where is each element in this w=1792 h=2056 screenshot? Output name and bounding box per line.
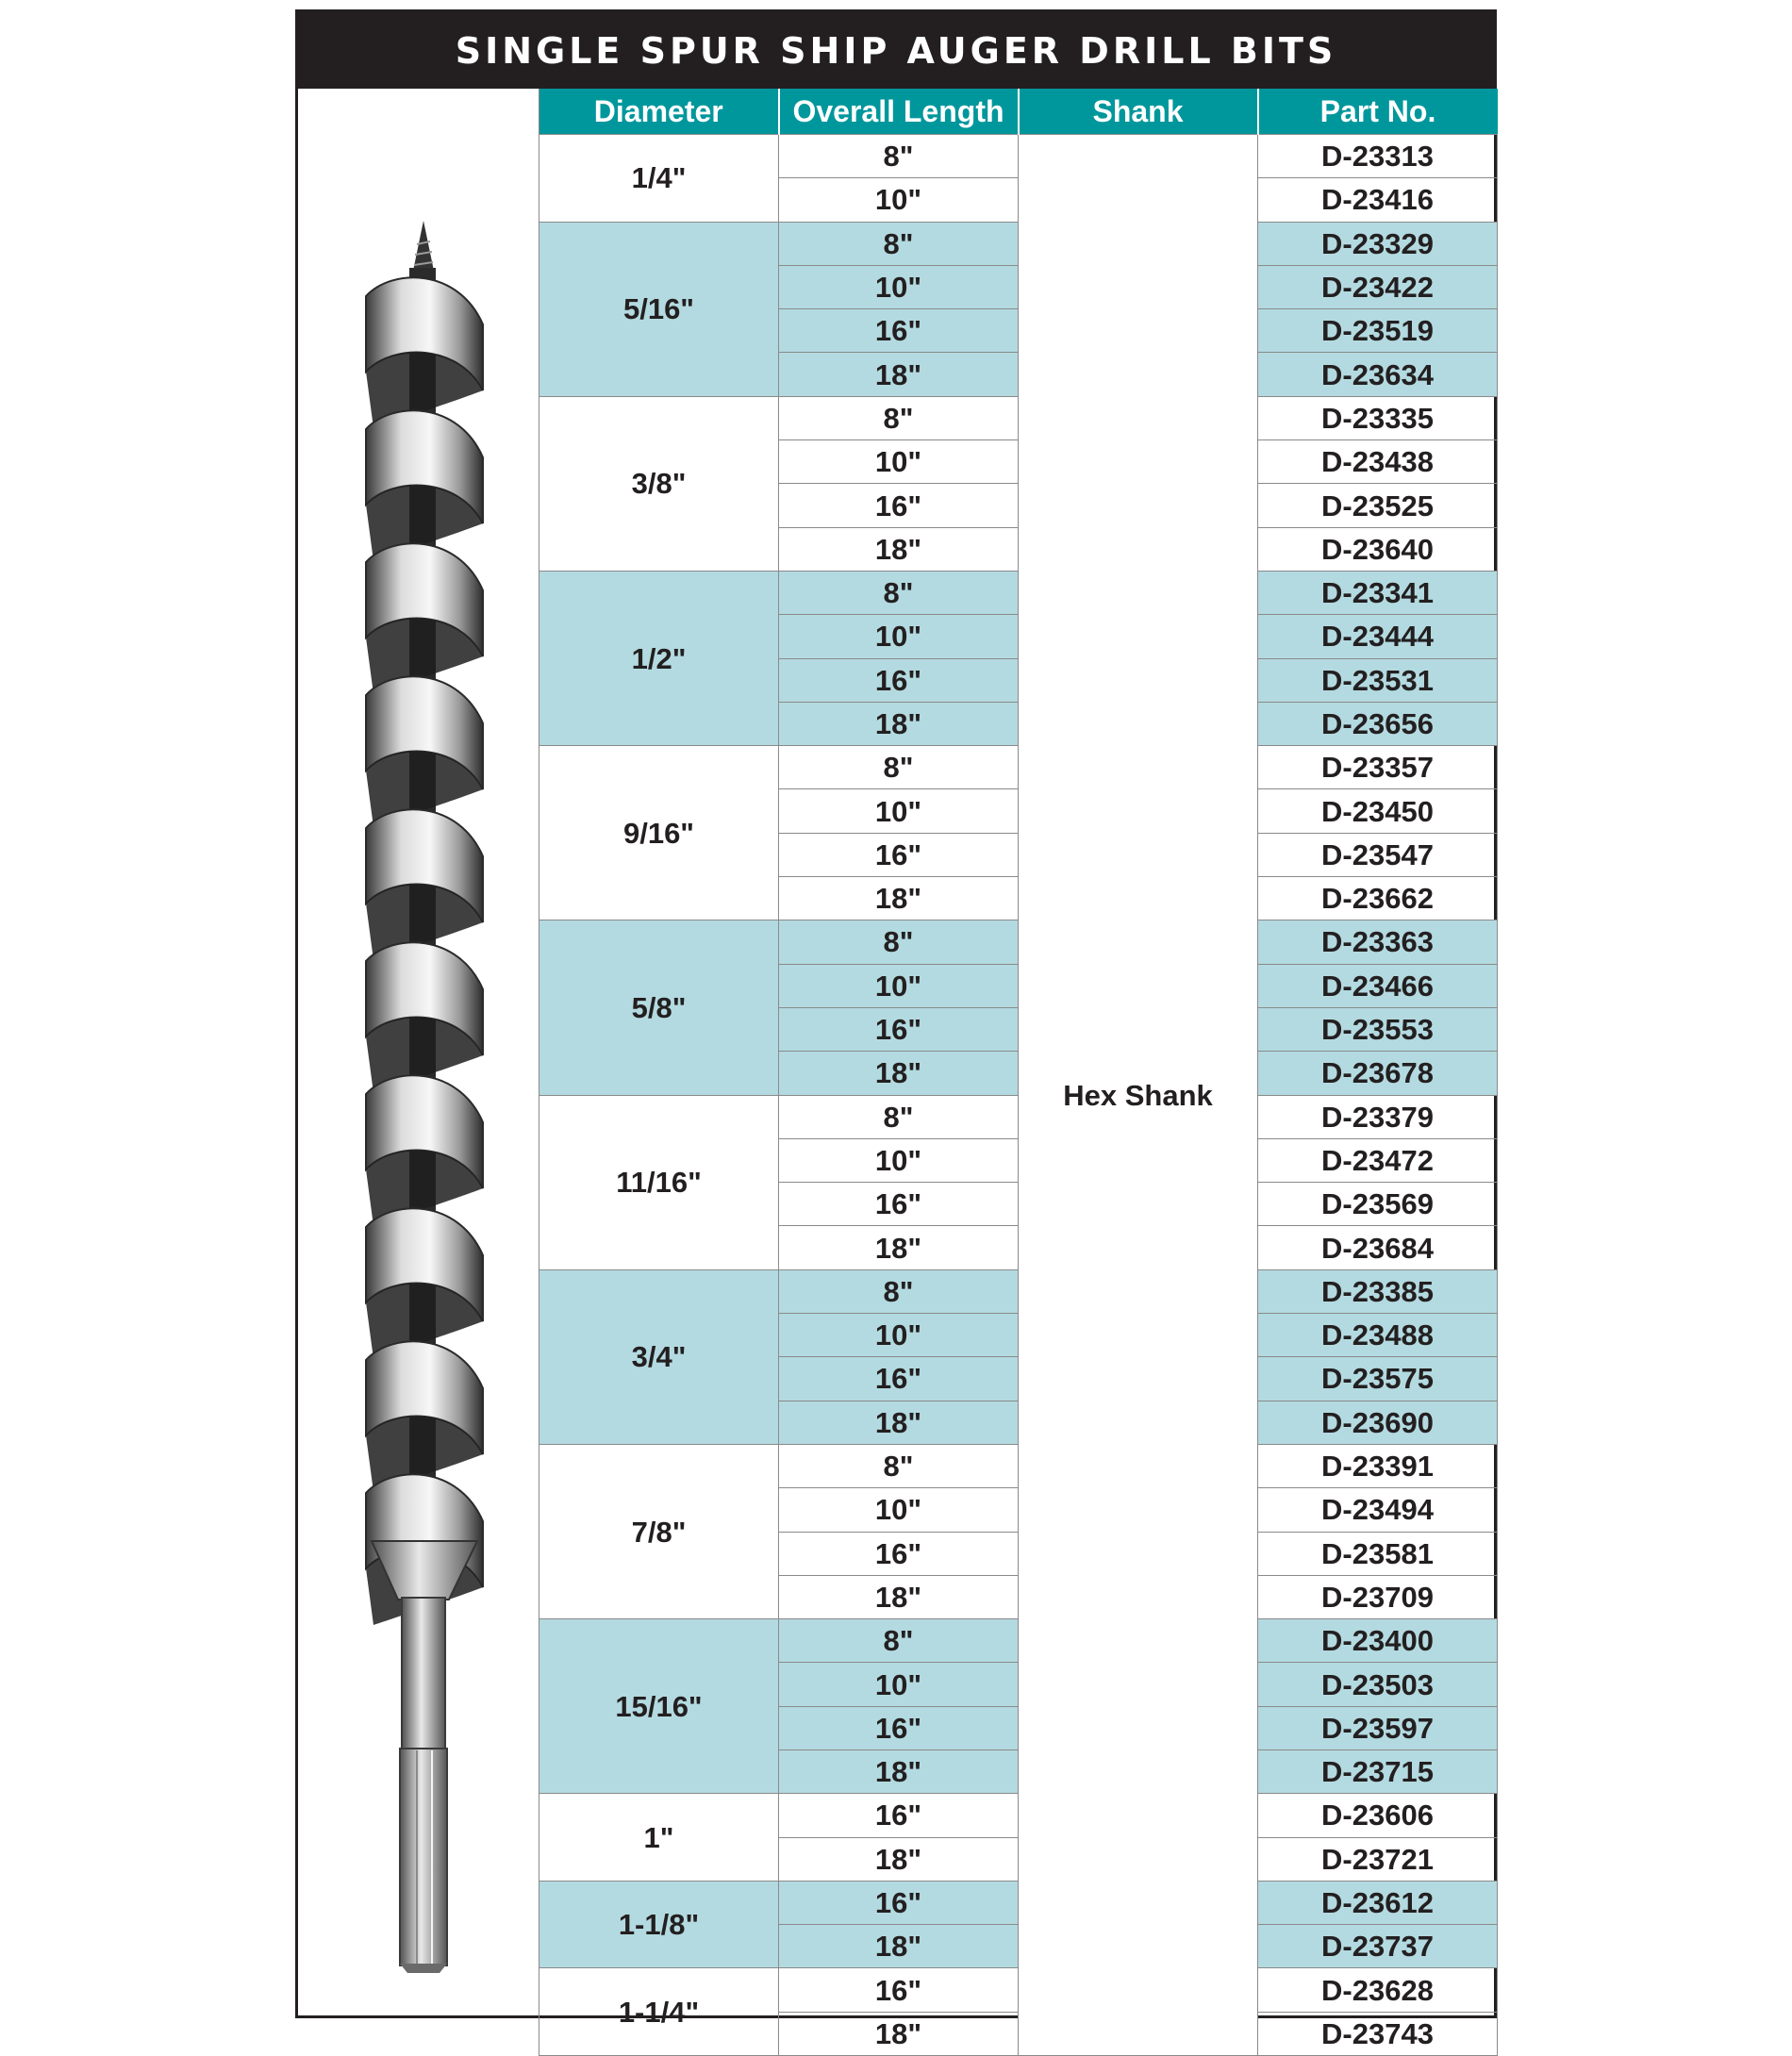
part-number-cell: D-23488 <box>1258 1314 1498 1357</box>
spec-table <box>539 89 1498 2056</box>
length-cell: 18" <box>779 527 1019 571</box>
product-image-panel <box>298 89 539 2015</box>
length-cell: 16" <box>779 484 1019 527</box>
length-cell: 10" <box>779 1314 1019 1357</box>
table-row <box>539 135 1498 178</box>
length-cell: 16" <box>779 833 1019 876</box>
part-number-cell: D-23553 <box>1258 1007 1498 1051</box>
part-number-cell: D-23569 <box>1258 1183 1498 1226</box>
diameter-cell: 1" <box>539 1794 779 1882</box>
length-cell: 10" <box>779 1488 1019 1532</box>
diameter-cell: 1-1/4" <box>539 1968 779 2056</box>
part-number-cell: D-23684 <box>1258 1226 1498 1269</box>
part-number-cell: D-23450 <box>1258 789 1498 833</box>
length-cell: 16" <box>779 1968 1019 2012</box>
length-cell: 8" <box>779 222 1019 265</box>
length-cell: 8" <box>779 135 1019 178</box>
length-cell: 16" <box>779 1183 1019 1226</box>
length-cell: 16" <box>779 1881 1019 1924</box>
length-cell: 16" <box>779 1532 1019 1575</box>
part-number-cell: D-23597 <box>1258 1706 1498 1749</box>
part-number-cell: D-23690 <box>1258 1401 1498 1444</box>
part-number-cell: D-23737 <box>1258 1925 1498 1968</box>
diameter-cell: 5/16" <box>539 222 779 396</box>
length-cell: 18" <box>779 877 1019 920</box>
part-number-cell: D-23503 <box>1258 1663 1498 1706</box>
part-number-cell: D-23422 <box>1258 265 1498 308</box>
part-number-cell: D-23634 <box>1258 353 1498 396</box>
spec-sheet <box>295 9 1497 2050</box>
part-number-cell: D-23547 <box>1258 833 1498 876</box>
part-number-cell: D-23606 <box>1258 1794 1498 1837</box>
length-cell: 18" <box>779 1749 1019 1793</box>
length-cell: 10" <box>779 1663 1019 1706</box>
length-cell: 8" <box>779 920 1019 964</box>
part-number-cell: D-23662 <box>1258 877 1498 920</box>
length-cell: 18" <box>779 353 1019 396</box>
diameter-cell: 5/8" <box>539 920 779 1095</box>
length-cell: 18" <box>779 1226 1019 1269</box>
length-cell: 10" <box>779 440 1019 484</box>
length-cell: 10" <box>779 178 1019 222</box>
part-number-cell: D-23581 <box>1258 1532 1498 1575</box>
part-number-cell: D-23357 <box>1258 746 1498 789</box>
length-cell: 8" <box>779 396 1019 439</box>
length-cell: 16" <box>779 1706 1019 1749</box>
length-cell: 10" <box>779 1138 1019 1182</box>
part-number-cell: D-23531 <box>1258 658 1498 702</box>
spiral-flutes <box>366 277 483 1625</box>
part-number-cell: D-23379 <box>1258 1095 1498 1138</box>
length-cell: 18" <box>779 702 1019 745</box>
part-number-cell: D-23494 <box>1258 1488 1498 1532</box>
length-cell: 18" <box>779 1925 1019 1968</box>
part-number-cell: D-23472 <box>1258 1138 1498 1182</box>
part-number-cell: D-23721 <box>1258 1837 1498 1881</box>
part-number-cell: D-23335 <box>1258 396 1498 439</box>
diameter-cell: 3/4" <box>539 1269 779 1444</box>
part-number-cell: D-23656 <box>1258 702 1498 745</box>
diameter-cell: 1-1/8" <box>539 1881 779 1968</box>
length-cell: 18" <box>779 1837 1019 1881</box>
part-number-cell: D-23743 <box>1258 2012 1498 2055</box>
part-number-cell: D-23525 <box>1258 484 1498 527</box>
diameter-cell: 9/16" <box>539 746 779 920</box>
part-number-cell: D-23640 <box>1258 527 1498 571</box>
part-number-cell: D-23519 <box>1258 309 1498 353</box>
part-number-cell: D-23416 <box>1258 178 1498 222</box>
length-cell: 8" <box>779 571 1019 614</box>
length-cell: 10" <box>779 789 1019 833</box>
diameter-cell: 7/8" <box>539 1444 779 1618</box>
part-number-cell: D-23466 <box>1258 964 1498 1007</box>
column-header-row <box>539 89 1498 135</box>
length-cell: 16" <box>779 309 1019 353</box>
part-number-cell: D-23678 <box>1258 1052 1498 1095</box>
sheet-title: SINGLE SPUR SHIP AUGER DRILL BITS <box>298 12 1494 89</box>
length-cell: 18" <box>779 1575 1019 1618</box>
diameter-cell: 1/2" <box>539 571 779 745</box>
length-cell: 8" <box>779 1095 1019 1138</box>
shank-cell: Hex Shank <box>1019 135 1258 2056</box>
diameter-cell: 1/4" <box>539 135 779 223</box>
length-cell: 18" <box>779 2012 1019 2055</box>
part-number-cell: D-23575 <box>1258 1357 1498 1401</box>
diameter-cell: 3/8" <box>539 396 779 571</box>
part-number-cell: D-23715 <box>1258 1749 1498 1793</box>
part-number-cell: D-23400 <box>1258 1619 1498 1663</box>
column-header-shank: Shank <box>1019 89 1258 135</box>
column-header-diameter: Diameter <box>539 89 779 135</box>
length-cell: 18" <box>779 1052 1019 1095</box>
length-cell: 16" <box>779 1794 1019 1837</box>
diameter-cell: 15/16" <box>539 1619 779 1794</box>
spiral-auger-drill-bit-icon <box>298 89 539 2021</box>
part-number-cell: D-23363 <box>1258 920 1498 964</box>
part-number-cell: D-23313 <box>1258 135 1498 178</box>
part-number-cell: D-23612 <box>1258 1881 1498 1924</box>
part-number-cell: D-23391 <box>1258 1444 1498 1487</box>
length-cell: 16" <box>779 658 1019 702</box>
length-cell: 8" <box>779 1619 1019 1663</box>
column-header-part-no: Part No. <box>1258 89 1498 135</box>
part-number-cell: D-23341 <box>1258 571 1498 614</box>
length-cell: 16" <box>779 1007 1019 1051</box>
length-cell: 10" <box>779 964 1019 1007</box>
part-number-cell: D-23385 <box>1258 1269 1498 1313</box>
part-number-cell: D-23444 <box>1258 615 1498 658</box>
part-number-cell: D-23438 <box>1258 440 1498 484</box>
spec-table-body <box>539 135 1498 2056</box>
length-cell: 10" <box>779 615 1019 658</box>
column-header-overall-length: Overall Length <box>779 89 1019 135</box>
length-cell: 8" <box>779 1444 1019 1487</box>
diameter-cell: 11/16" <box>539 1095 779 1269</box>
length-cell: 16" <box>779 1357 1019 1401</box>
part-number-cell: D-23329 <box>1258 222 1498 265</box>
length-cell: 18" <box>779 1401 1019 1444</box>
length-cell: 8" <box>779 1269 1019 1313</box>
length-cell: 8" <box>779 746 1019 789</box>
part-number-cell: D-23628 <box>1258 1968 1498 2012</box>
length-cell: 10" <box>779 265 1019 308</box>
part-number-cell: D-23709 <box>1258 1575 1498 1618</box>
